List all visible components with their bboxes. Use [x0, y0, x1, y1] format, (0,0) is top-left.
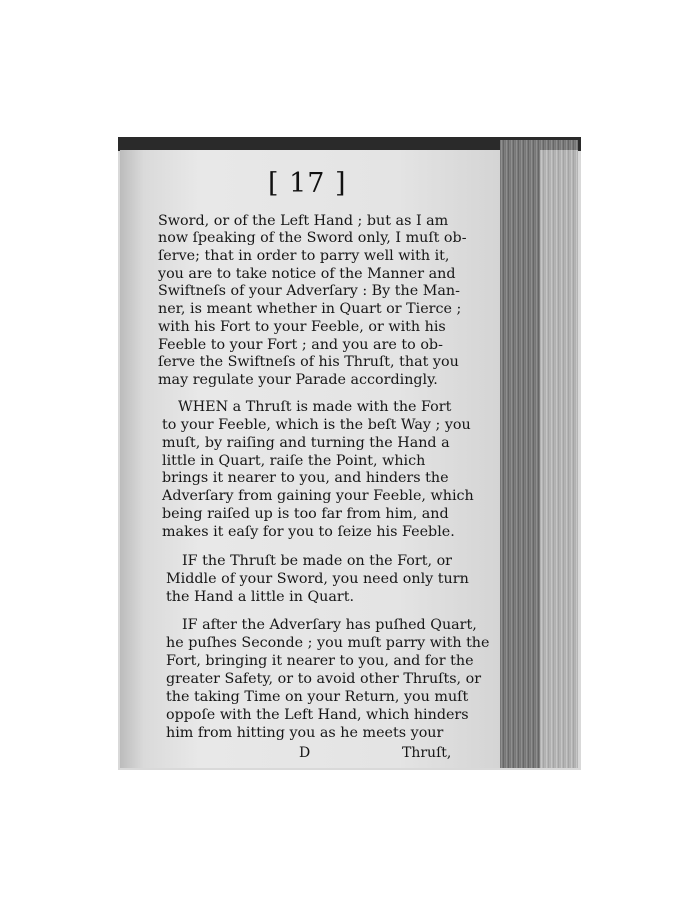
catchword: Thruſt,	[402, 745, 452, 761]
text-line-13: muſt, by raiſing and turning the Hand a	[162, 435, 450, 451]
text-line-2: now ſpeaking of the Sword only, I muſt ob-	[158, 230, 467, 246]
text-line-14: little in Quart, raiſe the Point, which	[162, 453, 426, 469]
text-line-20: Middle of your Sword, you need only turn	[166, 571, 469, 587]
text-line-28: him from hitting you as he meets your	[166, 725, 444, 741]
text-line-3: ſerve; that in order to parry well with it,	[158, 248, 450, 264]
text-line-4: you are to take notice of the Manner and	[158, 266, 456, 282]
text-line-15: brings it nearer to you, and hinders the	[162, 470, 449, 486]
text-line-8: Feeble to your Fort ; and you are to ob-	[158, 337, 443, 353]
text-line-26: the taking Time on your Return, you muſt	[166, 689, 469, 705]
text-line-18: makes it eaſy for you to ſeize his Feeble.	[162, 524, 455, 540]
text-line-6: ner, is meant whether in Quart or Tierce ;	[158, 301, 462, 317]
text-line-19: IF the Thruſt be made on the Fort, or	[182, 553, 453, 569]
text-line-1: Sword, or of the Left Hand ; but as I am	[158, 213, 449, 229]
text-line-22: IF after the Adverſary has puſhed Quart,	[182, 617, 477, 633]
signature-mark: D	[299, 745, 311, 761]
text-line-11: WHEN a Thruſt is made with the Fort	[178, 399, 452, 415]
text-line-12: to your Feeble, which is the beſt Way ; you	[162, 417, 471, 433]
page-edges-light	[540, 150, 578, 768]
text-line-21: the Hand a little in Quart.	[166, 589, 355, 605]
page-number: [ 17 ]	[268, 168, 347, 199]
text-line-25: greater Safety, or to avoid other Thruſts, or	[166, 671, 482, 687]
text-line-10: may regulate your Parade accordingly.	[158, 372, 438, 388]
text-line-16: Adverſary from gaining your Feeble, which	[162, 488, 474, 504]
text-line-7: with his Fort to your Feeble, or with his	[158, 319, 446, 335]
text-line-9: ſerve the Swiftneſs of his Thruſt, that you	[158, 354, 459, 370]
text-line-5: Swiftneſs of your Adverſary : By the Man-	[158, 283, 460, 299]
text-line-24: Fort, bringing it nearer to you, and for the	[166, 653, 474, 669]
text-line-27: oppoſe with the Left Hand, which hinders	[166, 707, 469, 723]
text-line-23: he puſhes Seconde ; you muſt parry with the	[166, 635, 490, 651]
text-line-17: being raiſed up is too far from him, and	[162, 506, 449, 522]
